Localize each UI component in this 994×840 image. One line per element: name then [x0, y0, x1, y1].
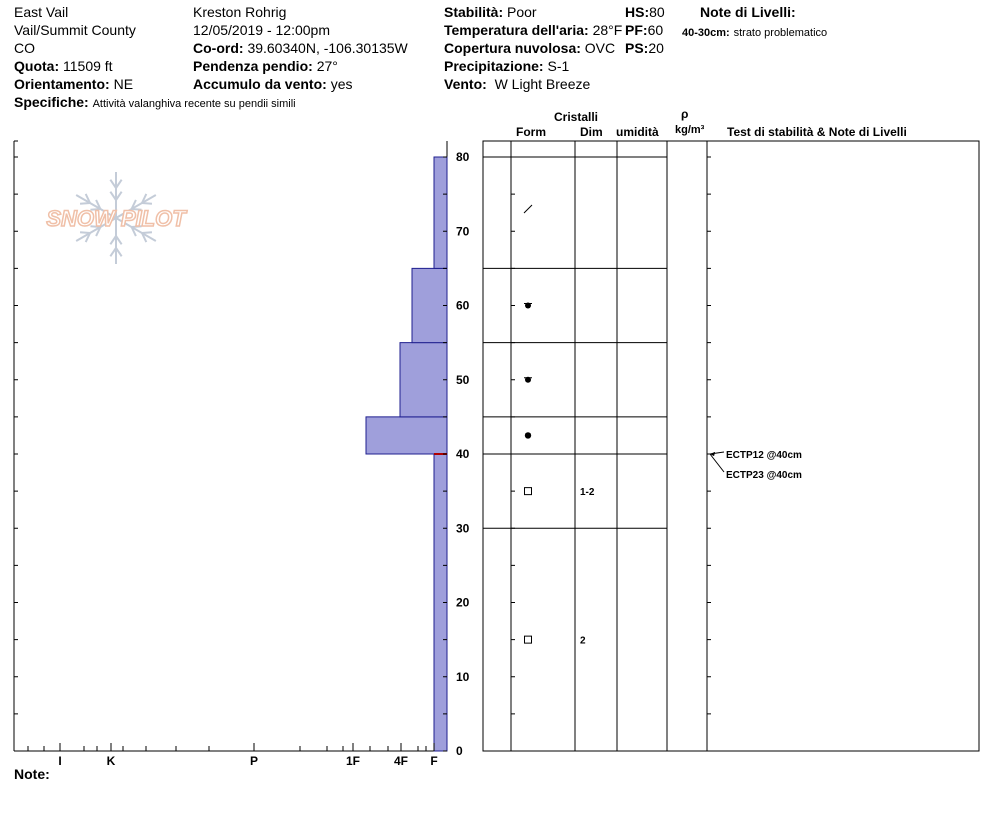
- flake-branch: [142, 232, 152, 233]
- flake-branch: [142, 203, 152, 204]
- hardness-tick-label: 4F: [393, 754, 409, 768]
- region-name: Vail/Summit County: [14, 22, 136, 38]
- crystal-size-label: 1-2: [580, 487, 595, 499]
- pf-label: PF:: [625, 22, 648, 38]
- hs-value: 80: [649, 4, 665, 20]
- stability-test-label: ECTP23 @40cm: [726, 470, 802, 481]
- air-temp-value: 28°F: [592, 22, 623, 38]
- profile-table-frame: [483, 141, 979, 751]
- snowpilot-logo: [46, 172, 187, 264]
- wind-loading-value: yes: [330, 76, 353, 92]
- hs-label: HS:: [625, 4, 650, 20]
- hardness-tick-label: F: [430, 754, 438, 768]
- pf-value: 60: [647, 22, 664, 38]
- density-unit-header: kg/m³: [675, 124, 705, 136]
- hardness-layer-bar: [412, 268, 447, 342]
- stability-test-label: ECTP12 @40cm: [726, 450, 802, 461]
- wind-value: W Light Breeze: [494, 76, 591, 92]
- flake-branch: [80, 203, 90, 204]
- aspect-label: Orientamento:: [14, 76, 110, 92]
- snowpilot-logo-text: SNOW PILOT: [46, 206, 186, 231]
- crystal-form-box: [525, 488, 532, 495]
- cloud-label: Copertura nuvolosa:: [444, 40, 581, 56]
- depth-tick-label: 40: [456, 447, 470, 461]
- size-header: Dim: [580, 125, 603, 139]
- stability-label: Stabilità:: [444, 4, 504, 20]
- depth-tick-label: 60: [456, 298, 470, 313]
- moisture-header: umidità: [616, 125, 659, 139]
- air-temp-label: Temperatura dell'aria:: [444, 22, 589, 38]
- crystal-form-box: [525, 636, 532, 643]
- location-name: East Vail: [14, 4, 69, 20]
- hardness-layer-bar: [434, 157, 447, 268]
- layer-note-text: strato problematico: [733, 27, 828, 39]
- precip-label: Precipitazione:: [444, 58, 544, 74]
- depth-tick-label: 10: [456, 669, 470, 684]
- layer-notes-title: Note di Livelli:: [700, 4, 796, 20]
- coords-value: 39.60340N, -106.30135W: [247, 40, 408, 56]
- observer-name: Kreston Rohrig: [193, 4, 287, 20]
- depth-tick-label: 0: [456, 744, 463, 758]
- hardness-tick-label: 1F: [345, 754, 361, 768]
- stability-tests-header: Test di stabilità & Note di Livelli: [727, 125, 907, 139]
- notes-label: Note:: [14, 766, 50, 782]
- crystal-form-dot: [525, 432, 531, 438]
- crystals-header: Cristalli: [554, 110, 599, 124]
- rho-header: ρ: [681, 107, 689, 121]
- slope-label: Pendenza pendio:: [193, 58, 313, 74]
- specifics-label: Specifiche:: [14, 94, 89, 110]
- hardness-tick-label: I: [58, 754, 62, 768]
- state-name: CO: [14, 40, 35, 56]
- elevation-label: Quota:: [14, 58, 60, 74]
- precip-value: S-1: [547, 58, 570, 74]
- wind-loading-label: Accumulo da vento:: [193, 76, 327, 92]
- slope-value: 27°: [316, 58, 338, 74]
- depth-tick-label: 30: [456, 521, 470, 536]
- hardness-tick-label: P: [249, 754, 259, 768]
- coords-label: Co-ord:: [193, 40, 244, 56]
- form-header: Form: [516, 125, 546, 139]
- layer-note-depth: 40-30cm:: [682, 27, 730, 39]
- stability-test-leader: [710, 454, 724, 472]
- crystal-size-label: 2: [580, 635, 586, 647]
- depth-tick-label: 50: [456, 372, 470, 387]
- specifics-value: Attività valanghiva recente su pendii simili: [92, 98, 296, 110]
- depth-tick-label: 20: [456, 595, 470, 610]
- stability-value: Poor: [507, 4, 537, 20]
- hardness-tick-label: K: [106, 754, 116, 768]
- crystal-form-slash: [524, 205, 532, 213]
- wind-label: Vento:: [444, 76, 487, 92]
- aspect-value: NE: [113, 76, 134, 92]
- observation-datetime: 12/05/2019 - 12:00pm: [193, 22, 330, 38]
- ps-label: PS:: [625, 40, 649, 56]
- ps-value: 20: [648, 40, 664, 56]
- hardness-layer-bar: [400, 343, 447, 417]
- depth-tick-label: 80: [456, 150, 470, 164]
- cloud-value: OVC: [584, 40, 616, 56]
- depth-tick-label: 70: [456, 224, 470, 239]
- flake-branch: [80, 232, 90, 233]
- hardness-layer-bar: [366, 417, 447, 454]
- elevation-value: 11509 ft: [63, 58, 113, 74]
